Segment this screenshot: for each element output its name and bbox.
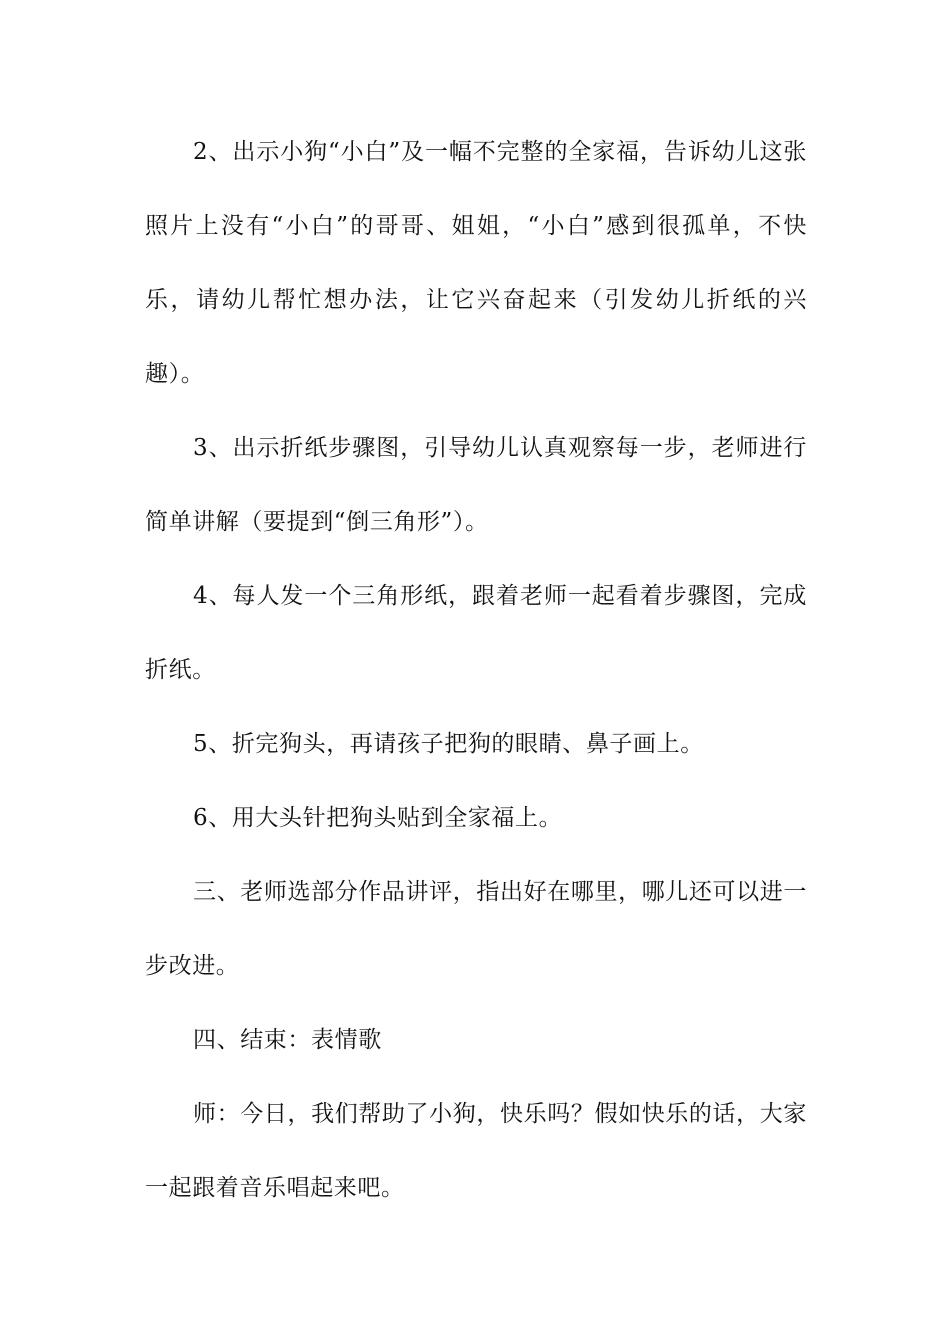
paragraph-step-5: 5、折完狗头，再请孩子把狗的眼睛、鼻子画上。 — [193, 731, 704, 757]
paragraph-step-4: 4、每人发一个三角形纸，跟着老师一起看着步骤图，完成折纸。 — [145, 583, 807, 683]
paragraph-step-3: 3、出示折纸步骤图，引导幼儿认真观察每一步，老师进行简单讲解（要提到“倒三角形”）。 — [145, 435, 807, 535]
paragraph-step-6: 6、用大头针把狗头贴到全家福上。 — [193, 805, 563, 831]
paragraph-section-4: 四、结束：表情歌 — [193, 1027, 382, 1053]
document-body — [145, 115, 807, 1225]
paragraph-step-2: 2、出示小狗“小白”及一幅不完整的全家福，告诉幼儿这张照片上没有“小白”的哥哥、姐姐，“小白”感到很孤单，不快乐，请幼儿帮忙想办法，让它兴奋起来（引发幼儿折纸的兴趣）。 — [145, 139, 807, 387]
paragraph-teacher-line: 师：今日，我们帮助了小狗，快乐吗？假如快乐的话，大家一起跟着音乐唱起来吧。 — [145, 1101, 807, 1201]
paragraph-section-3: 三、老师选部分作品讲评，指出好在哪里，哪儿还可以进一步改进。 — [145, 879, 807, 979]
